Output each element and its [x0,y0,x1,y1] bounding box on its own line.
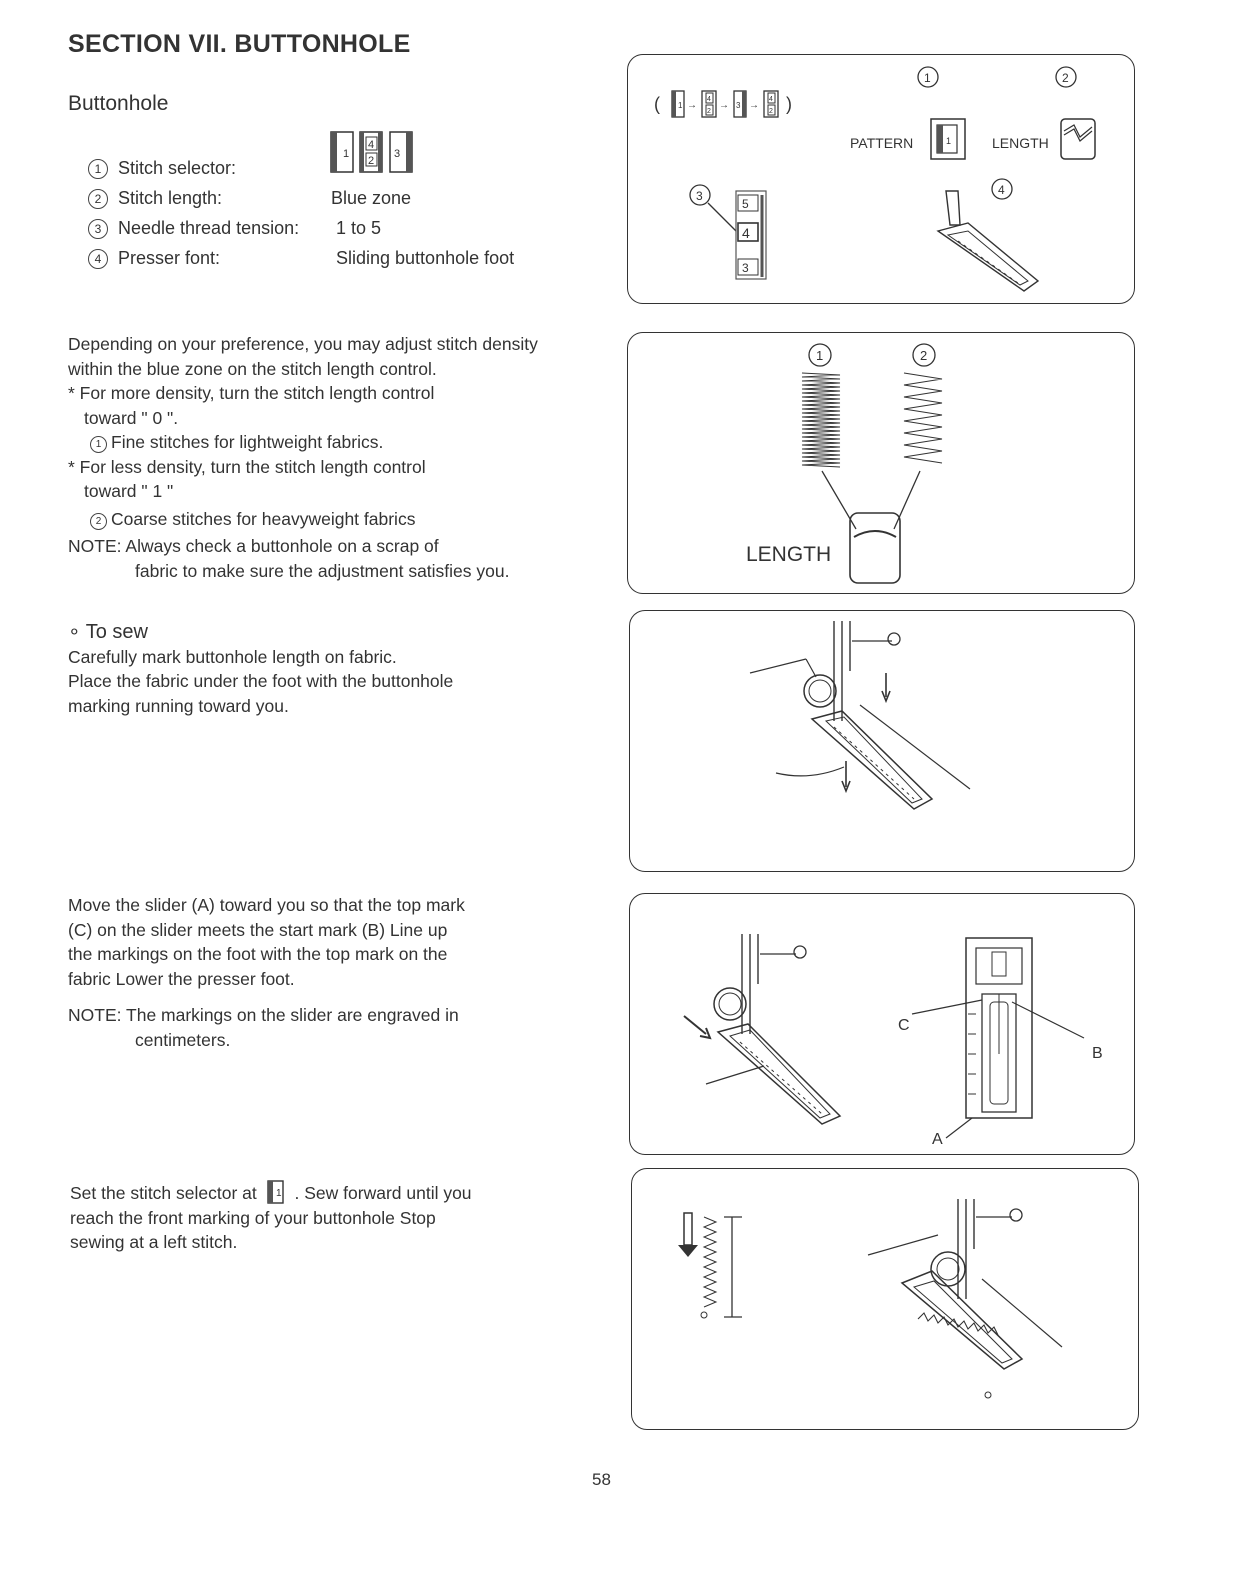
text-line: within the blue zone on the stitch length control. [68,358,437,379]
sew-forward-figure [632,1169,1140,1431]
setting-label: Needle thread tension: [118,218,300,238]
number-circle: 4 [88,249,108,269]
svg-text:4: 4 [998,183,1005,197]
subtitle: Buttonhole [68,92,169,115]
setting-row [88,218,382,239]
svg-text:→: → [687,100,697,111]
svg-text:A: A [932,1131,943,1148]
page-number: 58 [592,1470,611,1489]
text-line: Always check a buttonhole on a scrap of [125,536,439,556]
text-line: Coarse stitches for heavyweight fabrics [111,508,416,529]
note-label: NOTE: [68,536,122,556]
svg-text:(: ( [654,94,660,114]
stitch-pattern-1-icon [266,1180,286,1204]
svg-text:4: 4 [742,225,750,241]
density-figure [628,333,1136,595]
text-line: reach the front marking of your buttonhole Stop [70,1207,436,1228]
svg-text:2: 2 [368,155,375,167]
svg-text:4: 4 [769,96,773,103]
density-figure-panel [627,332,1135,594]
coarse-stitch-line [68,507,538,532]
text-line: (C) on the slider meets the start mark (B) Line up [68,919,448,940]
text-line: * For more density, turn the stitch length control [68,383,435,403]
text-line: Move the slider (A) toward you so that the top mark [68,895,465,915]
text-line: Set the stitch selector at [70,1183,257,1203]
setting-label: Stitch selector: [118,158,237,178]
text-line: Fine stitches for lightweight fabrics. [111,432,384,452]
text-line: marking running toward you. [68,695,289,716]
svg-text:2: 2 [1062,71,1069,85]
svg-text:4: 4 [707,96,711,103]
svg-text:C: C [898,1017,910,1034]
svg-text:2: 2 [920,348,928,363]
number-circle: 2 [88,189,108,209]
text-line: sewing at a left stitch. [70,1232,238,1252]
note [68,1003,465,1028]
fine-stitch-sample [802,373,840,467]
svg-text:1: 1 [924,71,931,85]
svg-text:PATTERN: PATTERN [850,135,914,151]
stitch-selector-icon [330,130,416,174]
svg-text:LENGTH: LENGTH [746,543,832,566]
svg-text:3: 3 [736,101,741,110]
setting-row [88,188,412,209]
place-fabric-figure-panel [629,610,1135,872]
sew-forward-figure-panel [631,1168,1139,1430]
svg-text:3: 3 [394,148,401,160]
text-line: Carefully mark buttonhole length on fabric. [68,646,397,667]
svg-text:5: 5 [742,197,749,211]
setting-label: Presser font: [118,248,221,268]
svg-text:1: 1 [275,1188,282,1199]
text-line: * For less density, turn the stitch length control [68,456,426,477]
number-circle: 2 [90,513,107,530]
density-section [68,332,538,583]
left-row-stitches [704,1217,716,1307]
svg-text:1: 1 [343,148,350,160]
svg-text:3: 3 [742,261,749,275]
to-sew-section [68,620,453,718]
svg-text:1: 1 [946,136,952,146]
slider-figure-panel [629,893,1135,1155]
settings-figure-panel [627,54,1135,304]
svg-text:LENGTH: LENGTH [992,135,1049,151]
text-line [70,1180,472,1206]
text-line: The markings on the slider are engraved in [126,1005,459,1025]
text-line: . Sew forward until you [294,1183,472,1203]
note [68,534,538,559]
note-label: NOTE: [68,1005,122,1025]
slider-section [68,893,465,1052]
text-line: Place the fabric under the foot with the buttonhole [68,671,454,691]
text-line: Depending on your preference, you may adjust stitch density [68,334,538,354]
setting-value: Blue zone [331,188,412,208]
settings-figure [628,55,1136,305]
slider-figure [630,894,1136,1156]
setting-value: 1 to 5 [336,218,382,238]
svg-text:1: 1 [816,348,824,363]
place-fabric-figure [630,611,1136,873]
svg-text:3: 3 [696,189,703,203]
to-sew-heading: ∘ To sew [68,621,148,643]
setting-row [88,158,236,179]
text-line: fabric Lower the presser foot. [68,968,295,989]
svg-text:→: → [719,100,729,111]
fine-stitch-line [68,430,538,455]
text-line: toward " 0 ". [84,407,179,428]
svg-text:): ) [786,94,792,114]
coarse-stitch-sample [904,373,942,463]
svg-text:2: 2 [707,108,711,115]
svg-text:→: → [749,100,759,111]
svg-text:2: 2 [769,108,773,115]
setting-row [88,248,515,269]
sew-forward-section [70,1180,472,1255]
svg-text:B: B [1092,1045,1103,1062]
text-line: centimeters. [135,1029,231,1050]
number-circle: 1 [88,159,108,179]
svg-text:1: 1 [678,101,683,110]
number-circle: 1 [90,436,107,453]
number-circle: 3 [88,219,108,239]
section-title: SECTION VII. BUTTONHOLE [68,30,411,58]
text-line: the markings on the foot with the top mark on the [68,944,448,964]
text-line: fabric to make sure the adjustment satisfies you. [135,560,510,581]
text-line: toward " 1 " [84,481,174,501]
svg-text:4: 4 [368,139,375,151]
setting-value: Sliding buttonhole foot [336,248,515,268]
setting-label: Stitch length: [118,188,223,208]
